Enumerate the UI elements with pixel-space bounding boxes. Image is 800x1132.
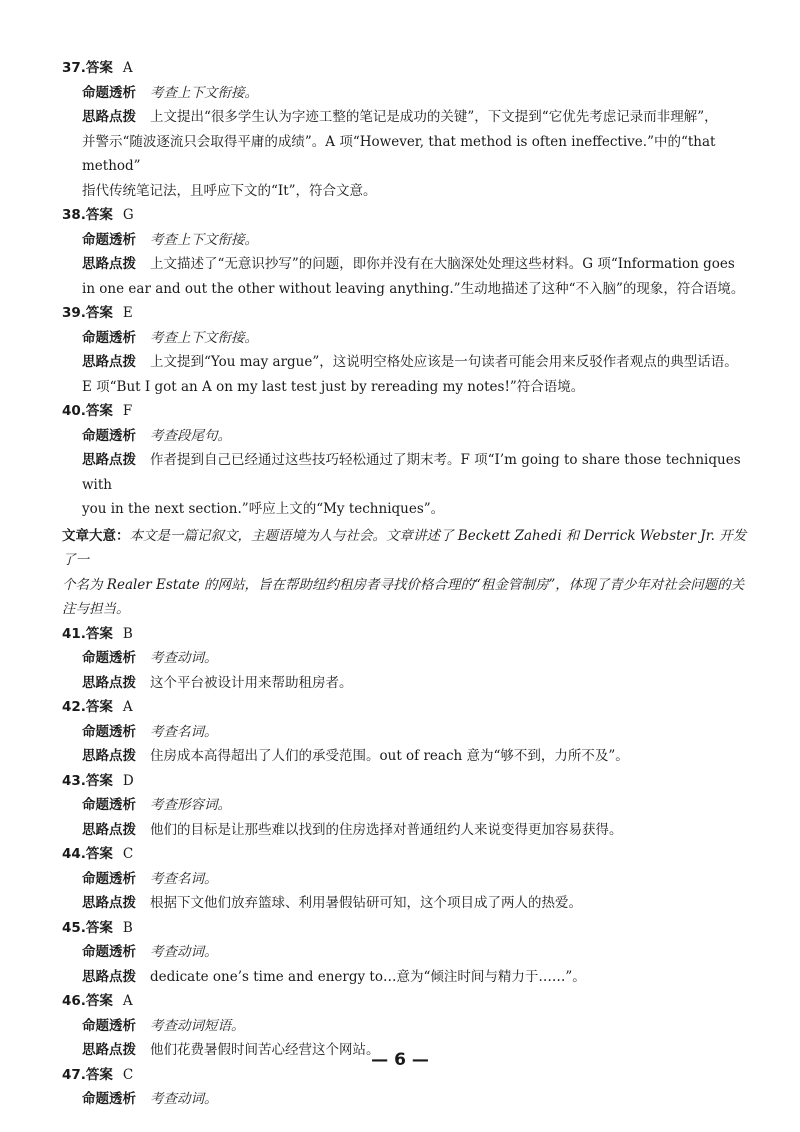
topic-row: [62, 1087, 752, 1112]
topic-label: 命题透析: [82, 1091, 136, 1107]
question-header: [62, 842, 752, 867]
question-number: 39.: [62, 305, 86, 321]
answer-value: E: [122, 305, 133, 321]
topic-text: 考查上下文衔接。: [150, 84, 258, 101]
answer-label: 答案: [85, 207, 113, 223]
answer-label: 答案: [85, 305, 113, 321]
answer-value: C: [122, 846, 134, 862]
answer-label: 答案: [85, 772, 113, 789]
hint-line: [62, 818, 752, 843]
hint-text: 住房成本高得超出了人们的承受范围。out of reach 意为“够不到，力所不及”。: [150, 748, 629, 764]
hint-text: 他们的目标是让那些难以找到的住房选择对普通纽约人来说变得更加容易获得。: [150, 821, 623, 838]
summary-line: 注与担当。: [62, 601, 130, 617]
answer-label: 答案: [85, 403, 113, 419]
hint-line: [62, 130, 752, 179]
question-number: 40.: [62, 403, 86, 419]
hint-line: [62, 252, 752, 277]
topic-label: 命题透析: [82, 870, 136, 887]
topic-text: 考查上下文衔接。: [150, 231, 258, 248]
topic-text: 考查名词。: [150, 870, 218, 887]
question-number: 42.: [62, 699, 86, 715]
question-header: [62, 769, 752, 794]
summary-line: 个名为 Realer Estate 的网站，旨在帮助纽约租房者寻找价格合理的“租金管制房”，体现了青少年对社会问题的关: [62, 576, 745, 593]
question-header: [62, 203, 752, 228]
hint-label: 思路点拨: [82, 256, 136, 272]
topic-label: 命题透析: [82, 944, 136, 960]
hint-line: [62, 497, 752, 522]
topic-text: 考查动词。: [150, 1091, 218, 1107]
hint-line: [62, 277, 752, 302]
hint-text: in one ear and out the other without leaving anything.”生动地描述了这种“不入脑”的现象，符合语境。: [82, 280, 745, 297]
answer-value: A: [122, 699, 133, 715]
hint-label: 思路点拨: [82, 354, 136, 370]
topic-text: 考查动词。: [150, 944, 218, 960]
question-header: [62, 916, 752, 941]
topic-text: 考查名词。: [150, 723, 218, 740]
hint-label: 思路点拨: [82, 895, 136, 911]
question-number: 38.: [62, 207, 86, 223]
question-number: 47.: [62, 1066, 86, 1083]
topic-row: [62, 867, 752, 892]
hint-line: [62, 105, 752, 130]
hint-text: 这个平台被设计用来帮助租房者。: [150, 674, 353, 691]
answer-label: 答案: [85, 1066, 113, 1083]
hint-label: 思路点拨: [82, 452, 136, 468]
topic-text: 考查动词。: [150, 650, 218, 666]
hint-line: [62, 744, 752, 769]
page-number: — 6 —: [371, 1050, 429, 1070]
hint-label: 思路点拨: [82, 674, 136, 691]
answer-label: 答案: [85, 699, 113, 715]
topic-row: [62, 424, 752, 449]
topic-row: [62, 793, 752, 818]
hint-text: 并警示“随波逐流只会取得平庸的成绩”。A 项“However, that method is often ineffective.”中的“that method”: [82, 133, 716, 174]
topic-label: 命题透析: [82, 427, 136, 444]
question-number: 45.: [62, 919, 86, 936]
answer-label: 答案: [85, 993, 113, 1009]
question-header: [62, 301, 752, 326]
hint-text: 上文提出“很多学生认为字迹工整的笔记是成功的关键”，下文提到“它优先考虑记录而非理解”，: [150, 109, 718, 125]
question-number: 46.: [62, 993, 86, 1009]
question-header: [62, 989, 752, 1014]
question-header: [62, 399, 752, 424]
topic-text: 考查形容词。: [150, 797, 231, 813]
answer-value: B: [122, 625, 133, 642]
topic-row: [62, 940, 752, 965]
hint-line: [62, 350, 752, 375]
topic-label: 命题透析: [82, 231, 136, 248]
hint-line: [62, 179, 752, 204]
topic-row: [62, 228, 752, 253]
hint-text: 上文提到“You may argue”，这说明空格处应该是一句读者可能会用来反驳作者观点的典型话语。: [150, 354, 738, 370]
topic-row: [62, 326, 752, 351]
topic-row: [62, 646, 752, 671]
hint-text: dedicate one’s time and energy to…意为“倾注时间与精力于……”。: [150, 968, 586, 985]
topic-label: 命题透析: [82, 329, 136, 346]
answer-value: A: [122, 993, 133, 1009]
summary-line: 本文是一篇记叙文，主题语境为人与社会。文章讲述了 Beckett Zahedi 和 Derrick Webster Jr. 开发了一: [62, 527, 747, 568]
hint-line: [62, 891, 752, 916]
topic-text: 考查段尾句。: [150, 427, 231, 444]
question-number: 43.: [62, 772, 86, 789]
hint-label: 思路点拨: [82, 748, 136, 764]
answer-label: 答案: [85, 60, 113, 76]
answer-label: 答案: [85, 919, 113, 936]
article-summary: [62, 524, 752, 622]
topic-row: [62, 720, 752, 745]
hint-text: 上文描述了“无意识抄写”的问题，即你并没有在大脑深处处理这些材料。G 项“Information goes: [150, 256, 735, 272]
hint-text: E 项“But I got an A on my last test just by rereading my notes!”符合语境。: [82, 378, 585, 395]
topic-row: [62, 1014, 752, 1039]
hint-label: 思路点拨: [82, 109, 136, 125]
answer-value: A: [122, 60, 133, 76]
answer-label: 答案: [85, 625, 113, 642]
answer-value: C: [122, 1066, 134, 1083]
topic-row: [62, 81, 752, 106]
topic-label: 命题透析: [82, 797, 136, 813]
hint-text: 作者提到自己已经通过这些技巧轻松通过了期末考。F 项“I’m going to share those techniques with: [82, 452, 741, 493]
topic-text: 考查动词短语。: [150, 1017, 245, 1034]
hint-label: 思路点拨: [82, 1042, 136, 1058]
answer-value: G: [122, 207, 134, 223]
topic-text: 考查上下文衔接。: [150, 329, 258, 346]
topic-label: 命题透析: [82, 650, 136, 666]
topic-label: 命题透析: [82, 84, 136, 101]
hint-line: [62, 448, 752, 497]
hint-label: 思路点拨: [82, 821, 136, 838]
question-header: [62, 695, 752, 720]
topic-label: 命题透析: [82, 723, 136, 740]
answer-value: F: [122, 403, 133, 419]
question-header: [62, 56, 752, 81]
topic-label: 命题透析: [82, 1017, 136, 1034]
answer-value: B: [122, 919, 133, 936]
hint-line: [62, 375, 752, 400]
hint-line: [62, 965, 752, 990]
question-number: 44.: [62, 846, 86, 862]
hint-line: [62, 671, 752, 696]
hint-text: you in the next section.”呼应上文的“My techniques”。: [82, 501, 445, 517]
answer-label: 答案: [85, 846, 113, 862]
question-number: 37.: [62, 60, 86, 76]
hint-text: 根据下文他们放弃篮球、利用暑假钻研可知，这个项目成了两人的热爱。: [150, 895, 582, 911]
summary-label: 文章大意：: [62, 527, 130, 544]
question-header: [62, 622, 752, 647]
answer-content: [62, 56, 752, 1112]
hint-text: 指代传统笔记法，且呼应下文的“It”，符合文意。: [82, 182, 377, 199]
answer-value: D: [122, 772, 134, 789]
hint-label: 思路点拨: [82, 968, 136, 985]
hint-text: 他们花费暑假时间苦心经营这个网站。: [150, 1042, 380, 1058]
question-number: 41.: [62, 625, 86, 642]
